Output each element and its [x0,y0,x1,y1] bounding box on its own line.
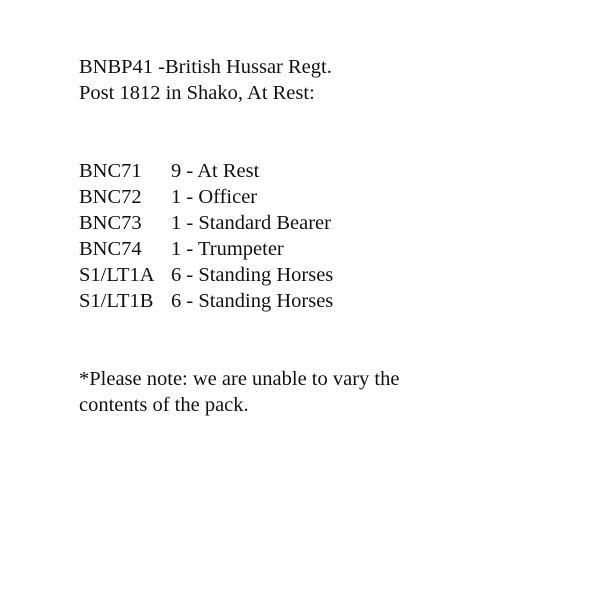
list-item [79,210,579,236]
item-code: S1/LT1A [79,264,155,286]
item-code: BNC72 [79,186,142,208]
list-item [79,262,579,288]
item-description: 1 - Trumpeter [171,238,284,260]
note-line-2: contents of the pack. [79,394,249,416]
item-code: S1/LT1B [79,290,154,312]
list-item [79,288,579,314]
item-description: 6 - Standing Horses [171,264,334,286]
item-code: BNC74 [79,238,142,260]
list-item [79,236,579,262]
item-description: 1 - Officer [171,186,258,208]
list-item [79,158,579,184]
pack-note [79,366,459,418]
pack-description [79,54,579,418]
pack-subtitle: Post 1812 in Shako, At Rest: [79,82,315,104]
pack-heading [79,54,579,106]
item-description: 6 - Standing Horses [171,290,334,312]
item-code: BNC73 [79,212,142,234]
note-line-1: *Please note: we are unable to vary the [79,368,400,390]
item-description: 9 - At Rest [171,160,260,182]
pack-title: BNBP41 -British Hussar Regt. [79,56,332,78]
list-item [79,184,579,210]
item-code: BNC71 [79,160,142,182]
item-description: 1 - Standard Bearer [171,212,331,234]
pack-contents-list [79,158,579,314]
